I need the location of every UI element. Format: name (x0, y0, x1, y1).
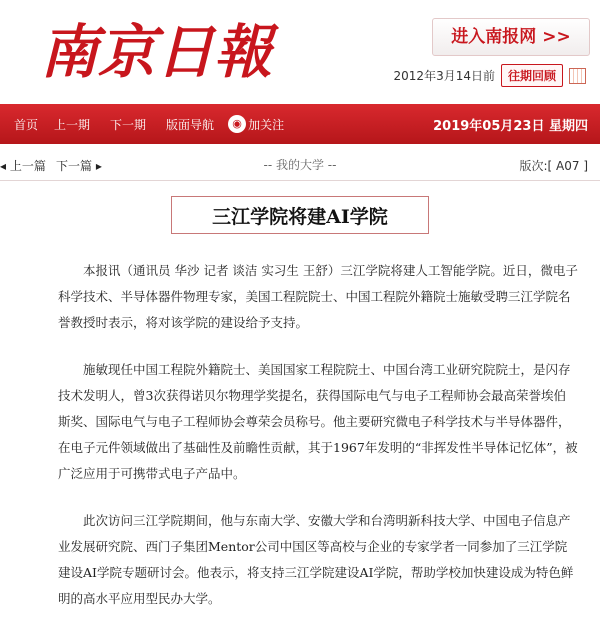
follow-button[interactable] (228, 115, 284, 133)
nav-next-issue[interactable]: 下一期 (110, 117, 147, 132)
section-name: -- 我的大学 -- (263, 158, 337, 172)
article-paragraph: 施敏现任中国工程院外籍院士、美国国家工程院院士、中国台湾工业研究院院士，是闪存技术发明人，曾3次获得诺贝尔物理学奖提名，获得国际电气与电子工程师协会最高荣誉埃伯斯奖、国际电气与电子工程师协会尊荣会员称号。他主要研究微电子科学技术与半导体器件，在电子元件领域做出了基础性及前瞻性贡献，其于1967年发明的“非挥发性半导体记忆体”，被广泛应用于可携带式电子产品中。 (58, 362, 578, 481)
nav-home[interactable]: 首页 (14, 117, 39, 132)
issue-date: 2012年3月14日前 (393, 69, 495, 83)
article-paragraph: 本报讯（通讯员 华沙 记者 谈洁 实习生 王舒）三江学院将建人工智能学院。近日，微电子科学技术、半导体器件物理专家，美国工程院院士、中国工程院外籍院士施敏受聘三江学院名誉教授时表示，将对该学院的建设给予支持。 (58, 263, 578, 330)
weibo-icon: ◉ (228, 115, 246, 133)
article-body (58, 258, 578, 633)
archive-button[interactable]: 往期回顾 (501, 64, 563, 87)
masthead (0, 0, 600, 104)
logo-char: 日 (156, 18, 213, 86)
next-article-link[interactable] (56, 157, 102, 174)
article-paragraph: 此次访问三江学院期间，他与东南大学、安徽大学和台湾明新科技大学、中国电子信息产业发展研究院、西门子集团Mentor公司中国区等高校与企业的专家学者一同参加了三江学院建设AI学院专题研讨会。他表示，将支持三江学院建设AI学院，帮助学校加快建设成为特色鲜明的高水平应用型民办大学。 (58, 513, 574, 606)
enter-site-button[interactable]: 进入南报网 >> (432, 18, 590, 56)
archive-bar (394, 64, 586, 87)
follow-label: 加关注 (248, 117, 285, 132)
article-title-box (171, 196, 429, 234)
logo-char: 南 (40, 18, 97, 86)
current-date: 2019年05月23日 星期四 (433, 119, 588, 134)
nanjing-daily-logo[interactable] (40, 14, 270, 90)
logo-char: 京 (98, 18, 155, 86)
prev-article-link[interactable] (0, 157, 46, 174)
article-title: 三江学院将建AI学院 (212, 205, 388, 228)
main-navbar (0, 104, 600, 144)
page-number: 版次:[ A07 ] (519, 159, 588, 173)
page-bar (0, 150, 600, 181)
calendar-icon[interactable] (569, 68, 586, 84)
next-article-label: 下一篇 (56, 159, 93, 173)
chevron-right-icon: ▸ (95, 159, 102, 173)
logo-char: 報 (214, 18, 271, 86)
nav-page-guide[interactable]: 版面导航 (166, 117, 215, 132)
prev-article-label: 上一篇 (9, 159, 46, 173)
chevron-left-icon: ◂ (0, 159, 7, 173)
nav-prev-issue[interactable]: 上一期 (54, 117, 91, 132)
